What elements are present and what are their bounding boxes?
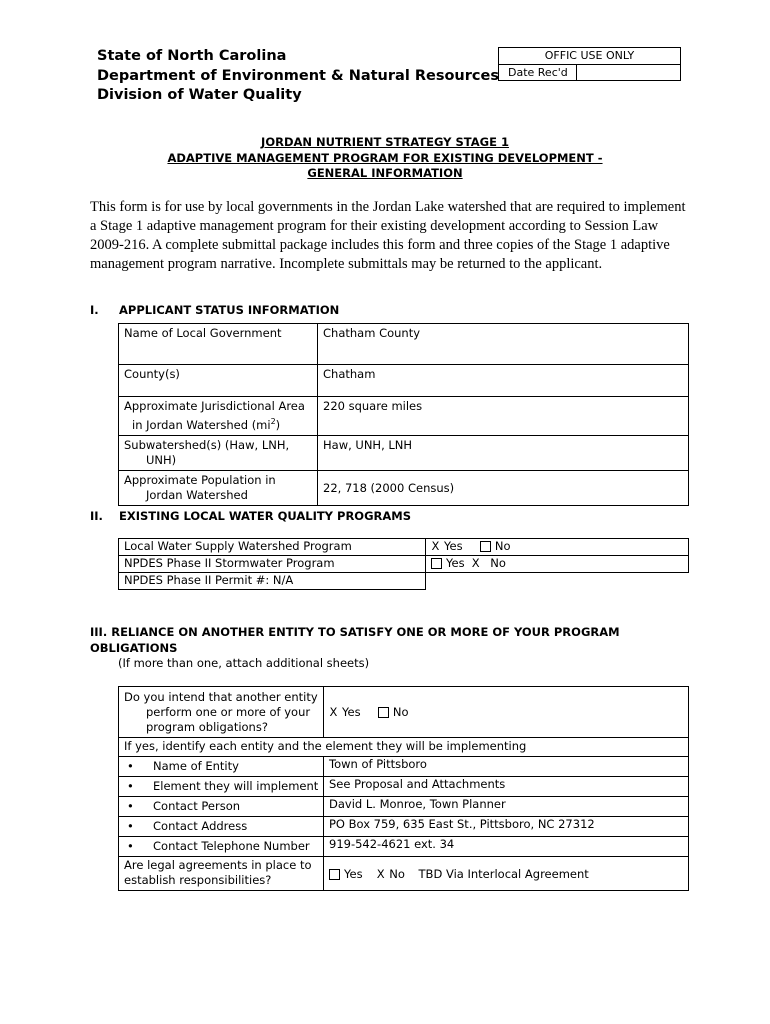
no-mark[interactable]: X	[376, 866, 385, 881]
header-division: Division of Water Quality	[97, 87, 302, 103]
date-received-label: Date Rec'd	[499, 65, 577, 80]
agency-header	[97, 47, 499, 106]
legal-agreements-note: TBD Via Interlocal Agreement	[418, 866, 589, 881]
section-1-title: APPLICANT STATUS INFORMATION	[119, 303, 340, 317]
local-government-label: Name of Local Government	[119, 324, 318, 365]
water-quality-programs-table	[118, 538, 689, 590]
date-received-field[interactable]	[577, 65, 680, 80]
stormwater-program-answer[interactable]: Yes X No	[426, 556, 689, 573]
section-3-title: III. RELIANCE ON ANOTHER ENTITY TO SATISFY ONE OR MORE OF YOUR PROGRAM OBLIGATIONS	[90, 625, 620, 655]
reliance-answer[interactable]: X Yes No	[324, 687, 689, 738]
reliance-question: Do you intend that another entity perform one or more of your program obligations?	[119, 687, 324, 738]
identify-entity-instruction: If yes, identify each entity and the element they will be implementing	[119, 738, 689, 757]
subwatershed-label: Subwatershed(s) (Haw, LNH, UNH)	[119, 435, 318, 470]
section-2-number: II.	[90, 509, 103, 523]
legal-agreements-answer[interactable]: Yes X No TBD Via Interlocal Agreement	[324, 857, 689, 891]
intro-paragraph: This form is for use by local governments in the Jordan Lake watershed that are required to implement a Stage 1 adaptive management program for their existing development according to Session Law 2009-216. A complete submittal package includes this form and three copies of the Stage 1 adaptive management program narrative. Incomplete submittals may be returned to the applicant.	[90, 199, 686, 272]
element-value[interactable]: See Proposal and Attachments	[324, 777, 689, 797]
yes-mark[interactable]: X	[431, 539, 440, 553]
no-checkbox[interactable]	[480, 541, 491, 552]
entity-name-label: • Name of Entity	[119, 757, 324, 777]
population-label: Approximate Population in Jordan Watershed	[119, 470, 318, 505]
no-checkbox[interactable]	[378, 707, 389, 718]
section-1-number: I.	[90, 303, 99, 317]
water-supply-program-label: Local Water Supply Watershed Program	[119, 539, 426, 556]
contact-phone-label: • Contact Telephone Number	[119, 837, 324, 857]
contact-person-value[interactable]: David L. Monroe, Town Planner	[324, 797, 689, 817]
population-value[interactable]: 22, 718 (2000 Census)	[318, 470, 689, 505]
applicant-status-table	[118, 323, 689, 506]
area-label: Approximate Jurisdictional Area in Jordan Watershed $(mi^2)$	[119, 397, 318, 436]
contact-person-label: • Contact Person	[119, 797, 324, 817]
local-government-value[interactable]: Chatham County	[318, 324, 689, 365]
yes-checkbox[interactable]	[431, 558, 442, 569]
contact-phone-value[interactable]: 919-542-4621 ext. 34	[324, 837, 689, 857]
stormwater-program-label: NPDES Phase II Stormwater Program	[119, 556, 426, 573]
yes-checkbox[interactable]	[329, 869, 340, 880]
title-line-1: JORDAN NUTRIENT STRATEGY STAGE 1	[261, 135, 509, 149]
contact-address-value[interactable]: PO Box 759, 635 East St., Pittsboro, NC 27312	[324, 817, 689, 837]
office-use-title: OFFIC USE ONLY	[499, 48, 680, 65]
section-3-subtitle: (If more than one, attach additional sheets)	[118, 656, 370, 670]
county-value[interactable]: Chatham	[318, 365, 689, 397]
header-state: State of North Carolina	[97, 48, 287, 64]
reliance-table	[118, 686, 689, 891]
legal-agreements-question: Are legal agreements in place to establish responsibilities?	[119, 857, 324, 891]
contact-address-label: • Contact Address	[119, 817, 324, 837]
header-department: Department of Environment & Natural Resources	[97, 67, 499, 84]
area-value[interactable]: 220 square miles	[318, 397, 689, 436]
entity-name-value[interactable]: Town of Pittsboro	[324, 757, 689, 777]
permit-number-label: NPDES Phase II Permit #: N/A	[119, 573, 426, 590]
form-title	[0, 135, 770, 182]
section-2-title: EXISTING LOCAL WATER QUALITY PROGRAMS	[119, 509, 411, 523]
subwatershed-value[interactable]: Haw, UNH, LNH	[318, 435, 689, 470]
title-line-2: ADAPTIVE MANAGEMENT PROGRAM FOR EXISTING DEVELOPMENT -	[167, 150, 603, 165]
no-mark[interactable]: X	[471, 556, 480, 570]
office-use-box	[498, 47, 681, 81]
county-label: County(s)	[119, 365, 318, 397]
element-label: • Element they will implement	[119, 777, 324, 797]
yes-mark[interactable]: X	[329, 705, 338, 719]
title-line-3: GENERAL INFORMATION	[307, 166, 463, 180]
water-supply-program-answer[interactable]: X Yes No	[426, 539, 689, 556]
